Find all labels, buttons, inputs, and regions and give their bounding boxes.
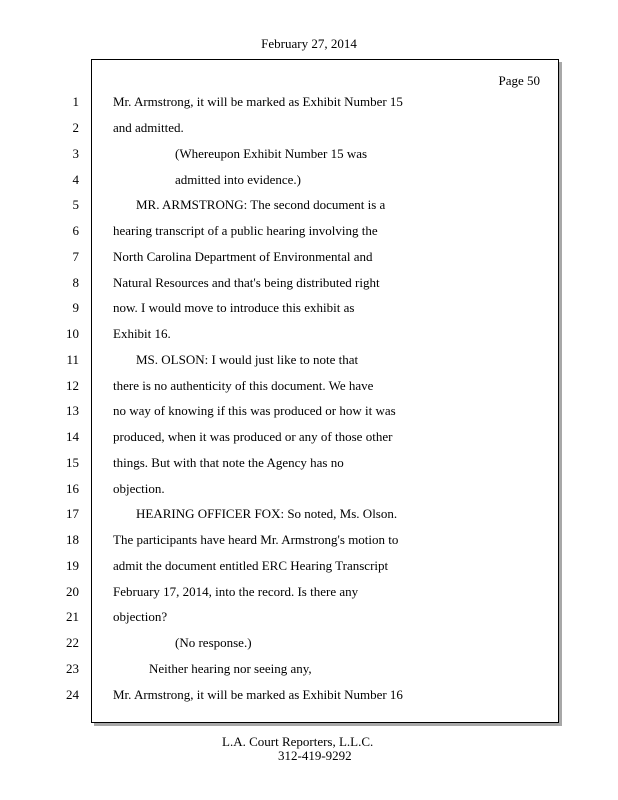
transcript-line: and admitted. [113, 120, 184, 135]
line-number: 21 [66, 609, 79, 624]
footer-company: L.A. Court Reporters, L.L.C. [222, 734, 374, 749]
transcript-line: February 17, 2014, into the record. Is there any [113, 584, 359, 599]
transcript-line: Mr. Armstrong, it will be marked as Exhibit Number 16 [113, 687, 403, 702]
transcript-line: things. But with that note the Agency has no [113, 455, 344, 470]
line-number: 10 [66, 326, 79, 341]
transcript-line: (Whereupon Exhibit Number 15 was [175, 146, 368, 161]
line-number: 4 [72, 172, 79, 187]
line-number: 1 [72, 94, 79, 109]
line-number: 2 [72, 120, 79, 135]
line-number: 24 [66, 687, 79, 702]
transcript-line: there is no authenticity of this document. We have [113, 378, 374, 393]
transcript-line: Natural Resources and that's being distributed right [113, 275, 380, 290]
transcript-line: HEARING OFFICER FOX: So noted, Ms. Olson. [136, 506, 398, 521]
line-number: 11 [66, 352, 79, 367]
transcript-line: objection. [113, 481, 165, 496]
line-number: 7 [72, 249, 79, 264]
line-number: 16 [66, 481, 79, 496]
transcript-line: (No response.) [175, 635, 252, 650]
line-number-column [0, 0, 90, 800]
line-number: 17 [66, 506, 79, 521]
line-number: 20 [66, 584, 79, 599]
transcript-line: admit the document entitled ERC Hearing Transcript [113, 558, 389, 573]
line-number: 13 [66, 403, 79, 418]
transcript-line: Mr. Armstrong, it will be marked as Exhibit Number 15 [113, 94, 403, 109]
line-number: 18 [66, 532, 79, 547]
transcript-line: North Carolina Department of Environmental and [113, 249, 373, 264]
transcript-line: Neither hearing nor seeing any, [149, 661, 312, 676]
line-number: 23 [66, 661, 79, 676]
transcript-line: MR. ARMSTRONG: The second document is a [136, 197, 386, 212]
header-date: February 27, 2014 [261, 36, 357, 51]
transcript-line: no way of knowing if this was produced or how it was [113, 403, 396, 418]
transcript-line: The participants have heard Mr. Armstrong's motion to [113, 532, 399, 547]
line-number: 5 [72, 197, 79, 212]
transcript-line: now. I would move to introduce this exhibit as [113, 300, 355, 315]
page-number: Page 50 [498, 73, 540, 88]
line-number: 19 [66, 558, 79, 573]
transcript-line: MS. OLSON: I would just like to note that [136, 352, 359, 367]
line-number: 8 [72, 275, 79, 290]
line-number: 3 [72, 146, 79, 161]
line-number: 9 [72, 300, 79, 315]
line-number: 14 [66, 429, 79, 444]
line-number: 22 [66, 635, 79, 650]
line-number: 15 [66, 455, 79, 470]
transcript-line: Exhibit 16. [113, 326, 171, 341]
transcript-line: objection? [113, 609, 168, 624]
transcript-line: produced, when it was produced or any of those other [113, 429, 393, 444]
line-number: 12 [66, 378, 79, 393]
footer-phone: 312-419-9292 [278, 748, 352, 763]
line-number: 6 [72, 223, 79, 238]
transcript-line: admitted into evidence.) [175, 172, 301, 187]
transcript-line: hearing transcript of a public hearing involving the [113, 223, 378, 238]
